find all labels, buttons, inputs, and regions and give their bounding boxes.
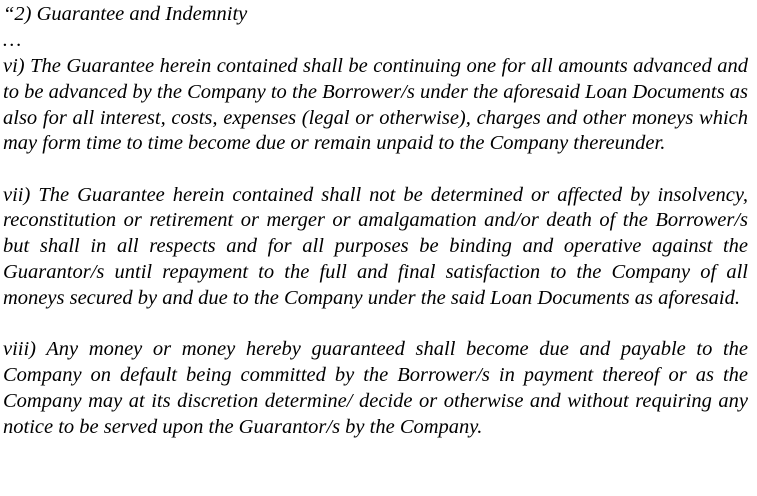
clause-vi: vi) The Guarantee herein contained shall be continuing one for all amounts advanced and to be advanced by the Company to the Borrower/s under the aforesaid Loan Documents as also for all interest, costs, expenses (legal or otherwise), charges and other moneys which may form time to time become due or remain unpaid to the Company thereunder. [3,55,748,155]
section-heading: “2) Guarantee and Indemnity [3,3,248,25]
document-body [3,2,748,440]
clause-viii: viii) Any money or money hereby guaranteed shall become due and payable to the Company on default being committed by the Borrower/s in payment thereof or as the Company may at its discretion determine/ decide or otherwise and without requiring any notice to be served upon the Guarantor/s by the Company. [3,338,748,438]
clause-vii: vii) The Guarantee herein contained shall not be determined or affected by insolvency, reconstitution or retirement or merger or amalgamation and/or death of the Borrower/s but shall in all respects and for all purposes be binding and operative against the Guarantor/s until repayment to the full and final satisfaction to the Company of all moneys secured by and due to the Company under the said Loan Documents as aforesaid. [3,183,748,309]
omission-ellipsis: … [3,29,22,51]
